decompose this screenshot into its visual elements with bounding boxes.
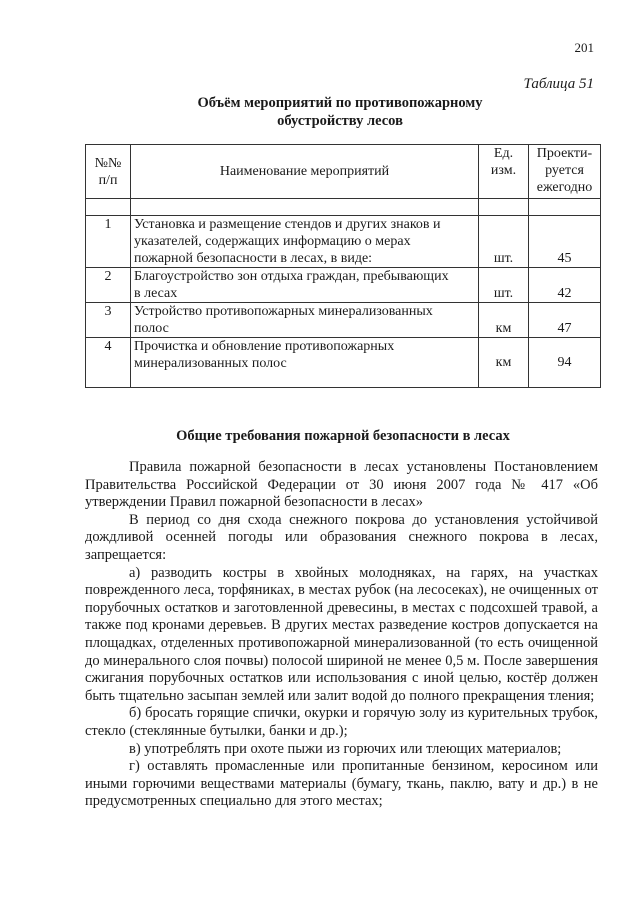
paragraph: а) разводить костры в хвойных молодняках, на гарях, на участках поврежденного леса, торфяниках, в местах рубок (на лесосеках), не очищенных от порубочных остатков и заготовленной древесины, в местах с подсохшей травой, а также под кронами деревьев. В других местах разведение костров допускается на площадках, отделенных противопожарной минерализованной (то есть очищенной до минерального слоя почвы) полосой шириной не менее 0,5 м. После завершения сжигания порубочных остатков или использования с иной целью, костёр должен быть тщательно засыпан землей или залит водой до полного прекращения тления;: [85, 564, 598, 704]
header-unit-line-2: изм.: [490, 163, 517, 178]
spacer-cell: [529, 199, 601, 216]
header-unit: [479, 145, 529, 199]
table-row: [86, 303, 601, 338]
paragraph: г) оставлять промасленные или пропитанные бензином, керосином или иными горючими веществами материалы (бумагу, ткань, паклю, вату и др.) в не предусмотренных специально для этого местах;: [85, 758, 598, 810]
row-name-line: указателей, содержащих информацию о мерах: [134, 234, 411, 249]
row-value: 94: [529, 338, 601, 388]
header-value-line-2: руется: [545, 163, 584, 178]
row-name-line: Благоустройство зон отдыха граждан, пребывающих: [134, 269, 449, 284]
row-value: 42: [529, 268, 601, 303]
row-number: 3: [86, 303, 131, 338]
row-name: [131, 303, 479, 338]
row-value: 45: [529, 216, 601, 268]
table-title-line-1: Объём мероприятий по противопожарному: [197, 95, 483, 111]
table-header-row: [86, 145, 601, 199]
header-number: [86, 145, 131, 199]
paragraph: в) употреблять при охоте пыжи из горючих или тлеющих материалов;: [129, 740, 562, 757]
page-number: 201: [574, 40, 594, 55]
row-unit: шт.: [479, 216, 529, 268]
header-unit-line-1: Ед.: [493, 146, 514, 161]
table-row: [86, 268, 601, 303]
header-value: [529, 145, 601, 199]
table-label: Таблица 51: [523, 76, 594, 92]
row-name-line: Прочистка и обновление противопожарных: [134, 339, 395, 354]
row-name-line: Установка и размещение стендов и других знаков и: [134, 217, 441, 232]
header-number-line-2: п/п: [98, 172, 118, 188]
measures-table: [85, 144, 601, 388]
spacer-cell: [479, 199, 529, 216]
body-text: [85, 459, 598, 811]
row-number: 4: [86, 338, 131, 388]
header-name: [131, 145, 479, 199]
row-name: [131, 268, 479, 303]
row-unit: шт.: [479, 268, 529, 303]
row-number: 1: [86, 216, 131, 268]
row-name-line: пожарной безопасности в лесах, в виде:: [134, 251, 373, 266]
table-row: [86, 216, 601, 268]
row-unit: км: [479, 338, 529, 388]
header-number-line-1: №№: [94, 155, 122, 171]
row-name-line: полос: [134, 321, 169, 336]
row-value: 47: [529, 303, 601, 338]
table-title: [140, 94, 540, 130]
row-name-line: в лесах: [134, 286, 178, 301]
table-row: [86, 338, 601, 388]
row-name: [131, 216, 479, 268]
row-unit: км: [479, 303, 529, 338]
row-name-line: Устройство противопожарных минерализованных: [134, 304, 433, 319]
spacer-cell: [86, 199, 131, 216]
row-name: [131, 338, 479, 388]
header-name-text: Наименование мероприятий: [219, 164, 390, 179]
row-number: 2: [86, 268, 131, 303]
paragraph: В период со дня схода снежного покрова до установления устойчивой дождливой осенней погоды или образования снежного покрова в лесах, запрещается:: [85, 511, 598, 563]
header-value-line-3: ежегодно: [536, 180, 593, 195]
paragraph: б) бросать горящие спички, окурки и горячую золу из курительных трубок, стекло (стеклянные бутылки, банки и др.);: [85, 705, 598, 739]
row-name-line: минерализованных полос: [134, 356, 287, 371]
paragraph: Правила пожарной безопасности в лесах установлены Постановлением Правительства Российской Федерации от 30 июня 2007 года № 417 «Об утверждении Правил пожарной безопасности в лесах»: [85, 459, 598, 511]
section-title: Общие требования пожарной безопасности в лесах: [176, 428, 510, 444]
spacer-cell: [131, 199, 479, 216]
table-title-line-2: обустройству лесов: [277, 113, 403, 129]
table-spacer-row: [86, 199, 601, 216]
header-value-line-1: Проекти-: [536, 146, 593, 161]
